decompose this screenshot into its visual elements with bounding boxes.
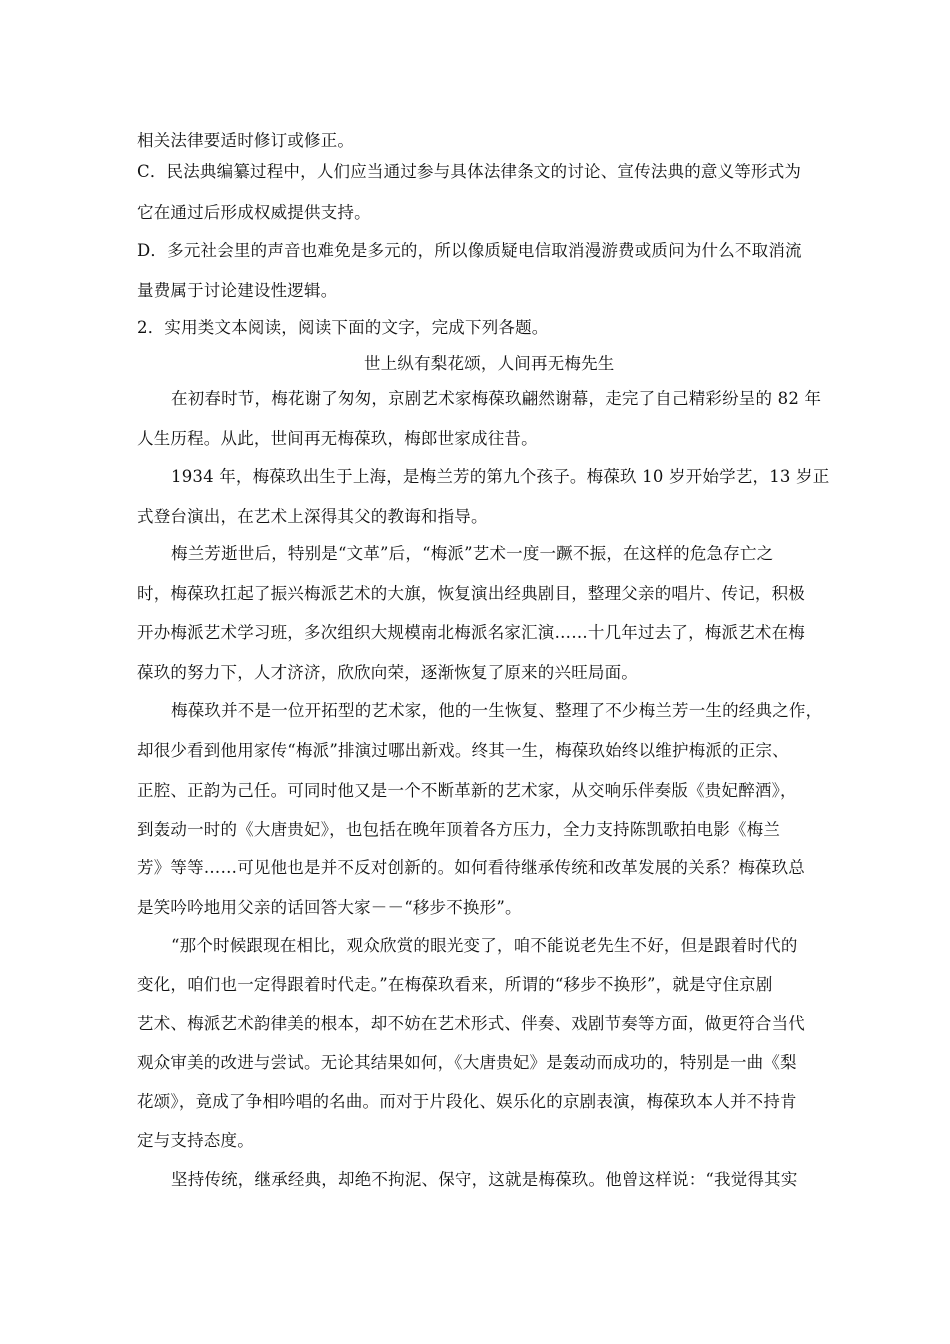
- paragraph-line: 花颂》，竟成了争相吟唱的名曲。而对于片段化、娱乐化的京剧表演，梅葆玖本人并不持肯: [137, 1092, 797, 1111]
- paragraph-line: 观众审美的改进与尝试。无论其结果如何，《大唐贵妃》是轰动而成功的，特别是一曲《梨: [137, 1053, 797, 1072]
- article-title: 世上纵有梨花颂，人间再无梅先生: [364, 354, 615, 373]
- paragraph-line: 到轰动一时的《大唐贵妃》，也包括在晚年顶着各方压力，全力支持陈凯歌拍电影《梅兰: [137, 820, 781, 839]
- paragraph-line: 在初春时节，梅花谢了匆匆，京剧艺术家梅葆玖翩然谢幕，走完了自己精彩纷呈的 82 年: [171, 389, 822, 408]
- paragraph-line: 梅兰芳逝世后，特别是“文革”后，“梅派”艺术一度一蹶不振，在这样的危急存亡之: [171, 544, 774, 563]
- paragraph-line: 人生历程。从此，世间再无梅葆玖，梅郎世家成往昔。: [137, 429, 538, 448]
- paragraph-line: 式登台演出，在艺术上深得其父的教诲和指导。: [137, 507, 488, 526]
- paragraph-line: 艺术、梅派艺术韵律美的根本，却不妨在艺术形式、伴奏、戏剧节奏等方面，做更符合当代: [137, 1014, 805, 1033]
- paragraph-line: 变化，咱们也一定得跟着时代走。”在梅葆玖看来，所谓的“移步不换形”，就是守住京剧: [137, 975, 773, 994]
- paragraph-line: 正腔、正韵为己任。可同时他又是一个不断革新的艺术家，从交响乐伴奏版《贵妃醉酒》，: [137, 781, 797, 800]
- paragraph-line: “那个时候跟现在相比，观众欣赏的眼光变了，咱不能说老先生不好，但是跟着时代的: [171, 936, 798, 955]
- paragraph-line: 1934 年，梅葆玖出生于上海，是梅兰芳的第九个孩子。梅葆玖 10 岁开始学艺，13 岁正: [171, 467, 830, 486]
- text-line: 它在通过后形成权威提供支持。: [137, 203, 371, 222]
- paragraph-line: 定与支持态度。: [137, 1131, 254, 1150]
- paragraph-line: 芳》等等……可见他也是并不反对创新的。如何看待继承传统和改革发展的关系？梅葆玖总: [137, 858, 805, 877]
- paragraph-line: 梅葆玖并不是一位开拓型的艺术家，他的一生恢复、整理了不少梅兰芳一生的经典之作，: [171, 701, 823, 720]
- question-heading: 2．实用类文本阅读，阅读下面的文字，完成下列各题。: [137, 318, 549, 337]
- paragraph-line: 开办梅派艺术学习班，多次组织大规模南北梅派名家汇演……十几年过去了，梅派艺术在梅: [137, 623, 805, 642]
- paragraph-line: 葆玖的努力下，人才济济，欣欣向荣，逐渐恢复了原来的兴旺局面。: [137, 663, 638, 682]
- paragraph-line: 时，梅葆玖扛起了振兴梅派艺术的大旗，恢复演出经典剧目，整理父亲的唱片、传记，积极: [137, 584, 805, 603]
- text-line: 量费属于讨论建设性逻辑。: [137, 281, 338, 300]
- paragraph-line: 却很少看到他用家传“梅派”排演过哪出新戏。终其一生，梅葆玖始终以维护梅派的正宗、: [137, 741, 789, 760]
- option-d-line: D．多元社会里的声音也难免是多元的，所以像质疑电信取消漫游费或质问为什么不取消流: [137, 241, 802, 260]
- paragraph-line: 坚持传统，继承经典，却绝不拘泥、保守，这就是梅葆玖。他曾这样说：“我觉得其实: [171, 1170, 798, 1189]
- text-line: 相关法律要适时修订或修正。: [137, 131, 355, 150]
- paragraph-line: 是笑吟吟地用父亲的话回答大家－－“移步不换形”。: [137, 898, 522, 917]
- option-c-line: C．民法典编纂过程中，人们应当通过参与具体法律条文的讨论、宣传法典的意义等形式为: [137, 162, 802, 181]
